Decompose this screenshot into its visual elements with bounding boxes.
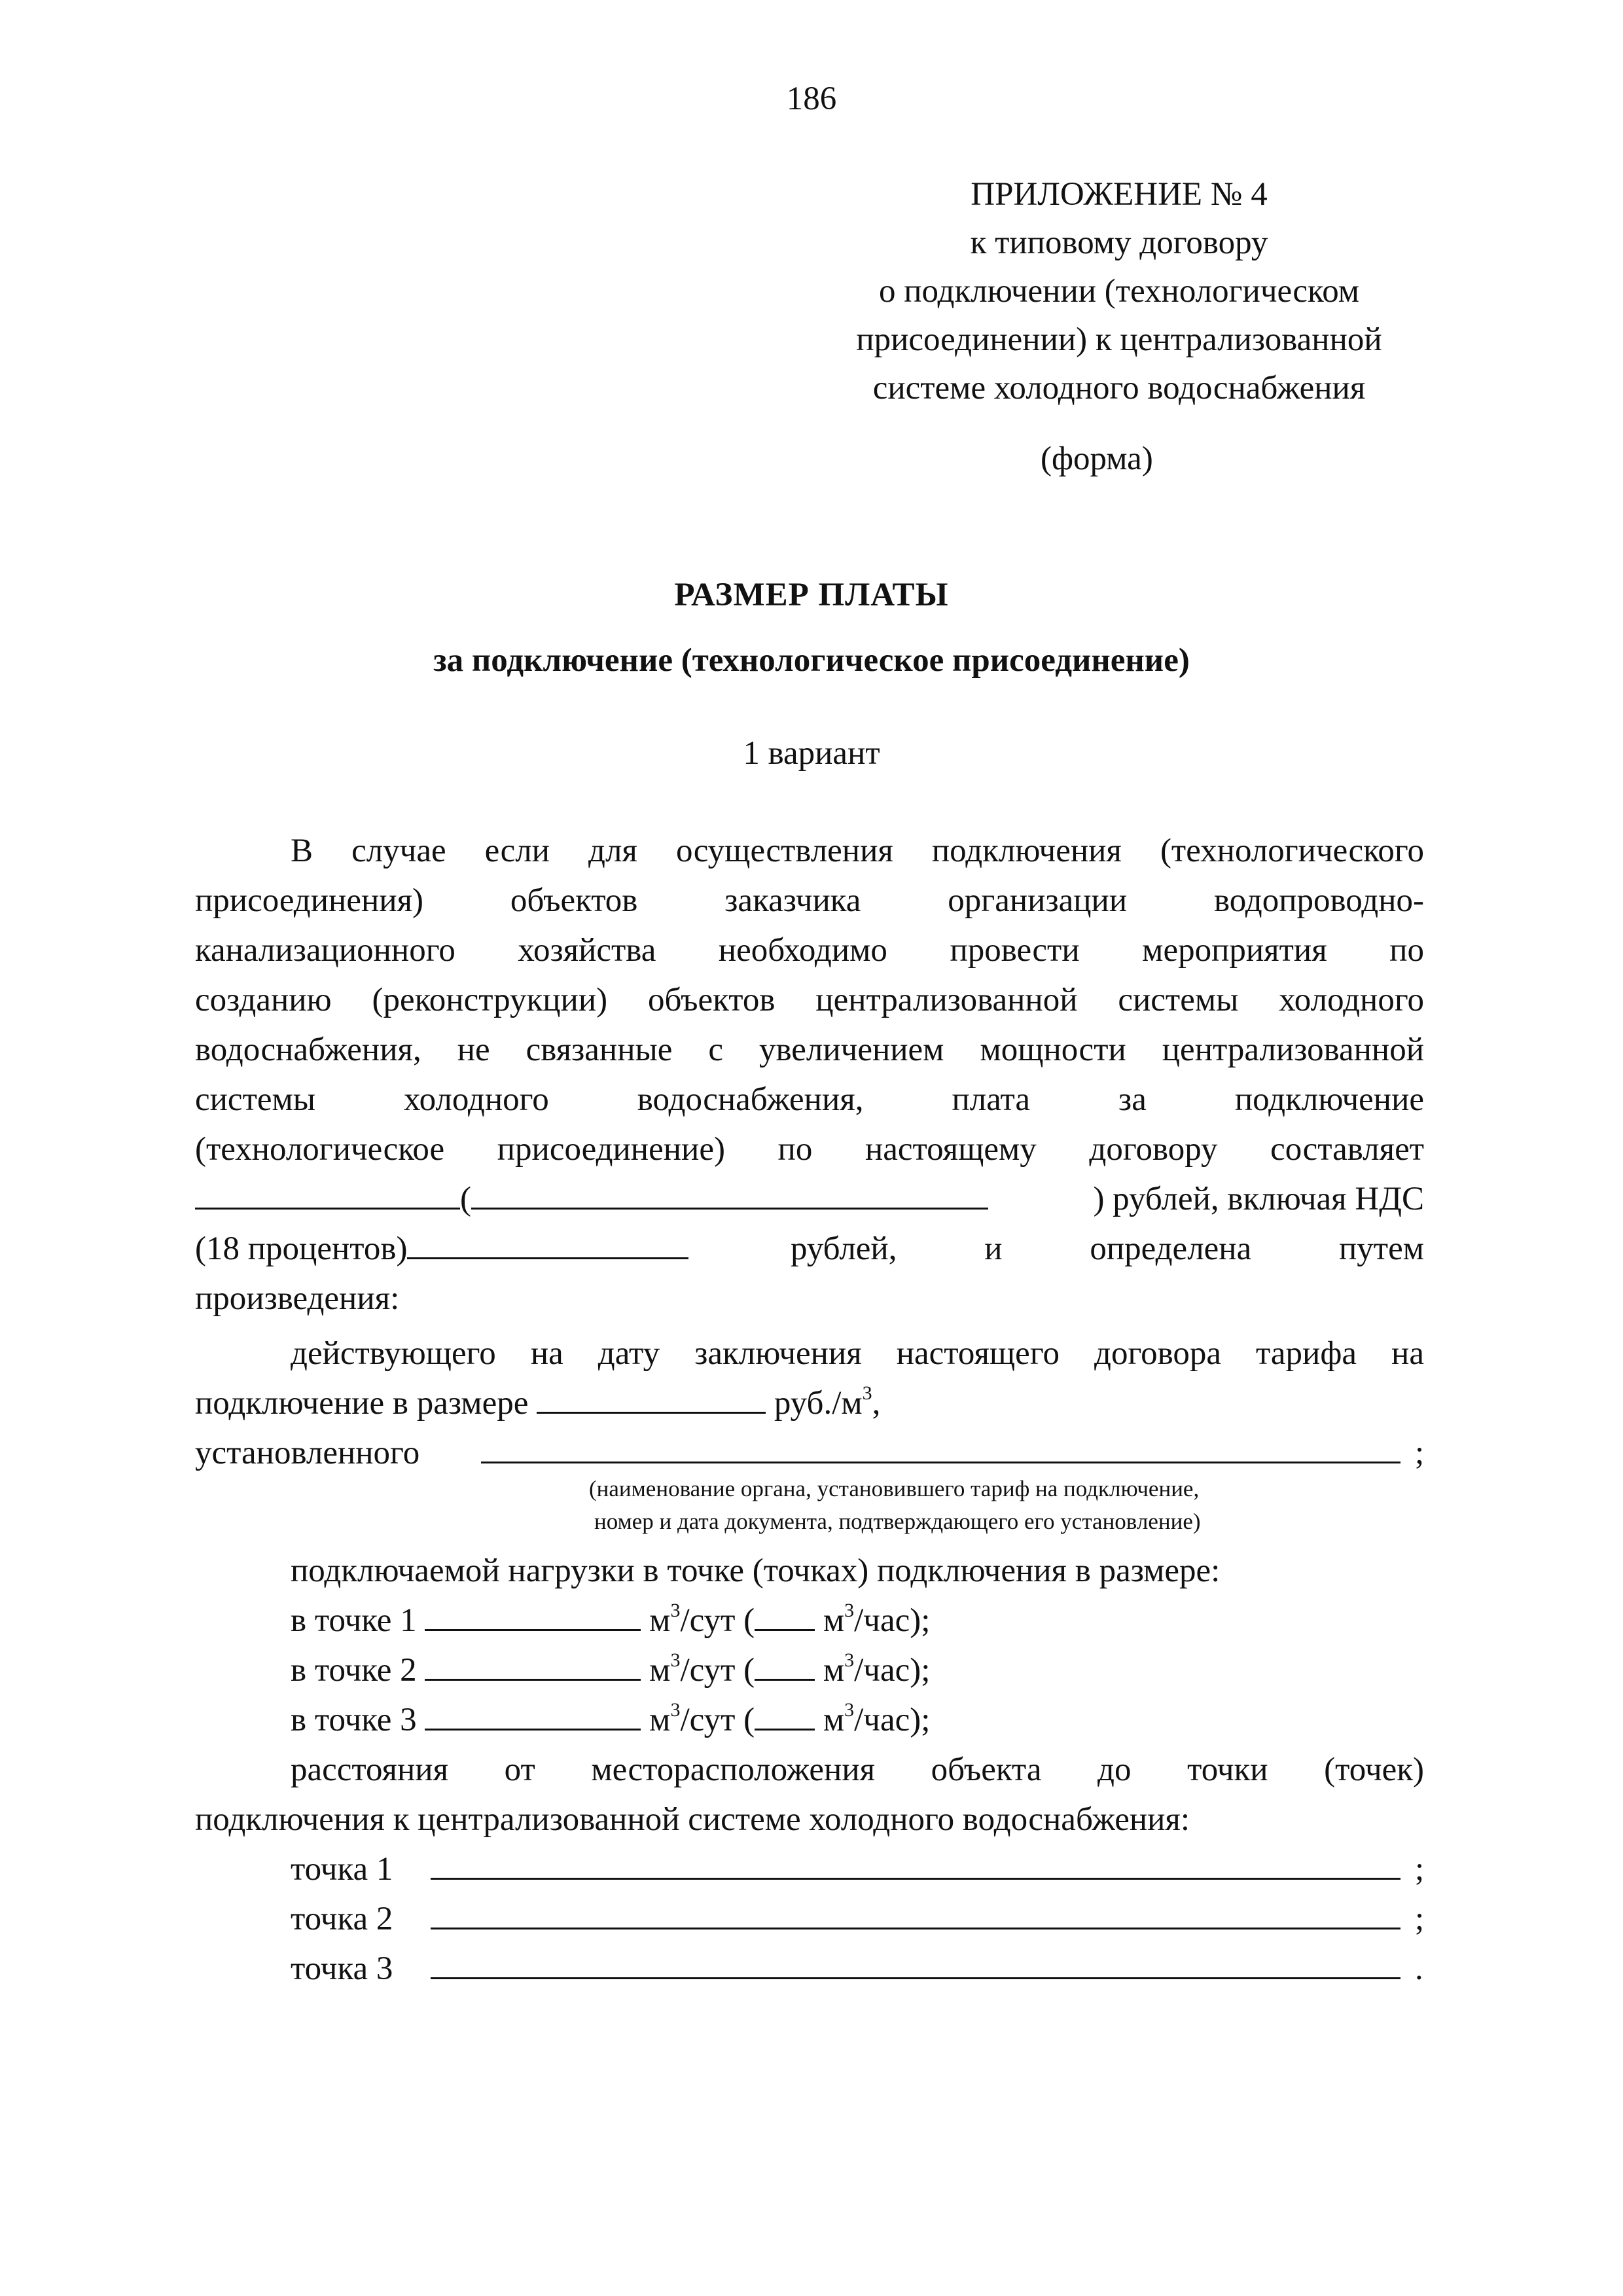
paragraph-line: водоснабжения, не связанные с увеличением мощности централизованной <box>195 1031 1424 1068</box>
document-subtitle: за подключение (технологическое присоединение) <box>433 642 1190 679</box>
appendix-line: к типовому договору <box>970 224 1268 261</box>
appendix-title: ПРИЛОЖЕНИЕ № 4 <box>971 176 1268 213</box>
load-point-row: в точке 1 $м^3$/сут ( $м^3/час$); <box>291 1600 931 1639</box>
paragraph-line: подключения к централизованной системе холодного водоснабжения: <box>195 1801 1190 1838</box>
paragraph-line: (технологическое присоединение) по настоящему договору составляет <box>195 1131 1424 1168</box>
load-point-row: в точке 2 $м^3$/сут ( $м^3/час$); <box>291 1649 931 1689</box>
load-hour-field[interactable] <box>755 1698 815 1731</box>
distance-point-label: точка 2 <box>291 1901 393 1937</box>
paragraph-line: созданию (реконструкции) объектов централизованной системы холодного <box>195 982 1424 1018</box>
distance-end: . <box>1415 1950 1423 1987</box>
variant-label: 1 вариант <box>743 735 880 772</box>
vat-line <box>195 1224 688 1274</box>
paragraph-line: расстояния от месторасположения объекта до точки (точек) <box>291 1751 1424 1788</box>
paragraph-line: В случае если для осуществления подключения (технологического <box>291 833 1424 869</box>
field-caption: (наименование органа, установившего тариф на подключение, <box>589 1476 1200 1501</box>
paragraph-line: канализационного хозяйства необходимо провести мероприятия по <box>195 932 1424 969</box>
paragraph-end: произведения: <box>195 1280 400 1317</box>
established-label: установленного <box>195 1435 420 1471</box>
established-end: ; <box>1415 1435 1425 1471</box>
paragraph-line: действующего на дату заключения настоящего договора тарифа на <box>291 1335 1424 1372</box>
vat-amount-field[interactable] <box>407 1227 688 1259</box>
amount-line <box>195 1174 988 1224</box>
form-label: (форма) <box>1041 440 1153 477</box>
load-day-field[interactable] <box>425 1698 641 1731</box>
distance-field-wrap <box>431 1944 1400 1994</box>
distance-field-wrap <box>431 1844 1400 1894</box>
document-title: РАЗМЕР ПЛАТЫ <box>674 577 949 613</box>
appendix-header <box>779 170 1459 412</box>
tariff-authority-field[interactable] <box>481 1431 1400 1463</box>
vat-label: (18 процентов) <box>195 1230 408 1267</box>
distance-end: ; <box>1415 1901 1425 1937</box>
tariff-label: подключение в размере <box>195 1385 529 1422</box>
load-heading: подключаемой нагрузки в точке (точках) подключения в размере: <box>291 1552 1221 1589</box>
appendix-line: системе холодного водоснабжения <box>872 370 1366 406</box>
vat-line-tail: рублей, и определена путем <box>791 1230 1424 1267</box>
appendix-line: присоединении) к централизованной <box>856 321 1382 358</box>
field-caption: номер и дата документа, подтверждающего его установление) <box>594 1509 1201 1534</box>
established-field-wrap <box>481 1428 1400 1478</box>
distance-point-label: точка 3 <box>291 1950 393 1987</box>
amount-line-tail: ) рублей, включая НДС <box>1093 1181 1424 1217</box>
load-hour-field[interactable] <box>755 1599 815 1631</box>
load-point-label: в точке 3 <box>291 1702 417 1738</box>
amount-number-field[interactable] <box>195 1177 460 1210</box>
load-day-field[interactable] <box>425 1599 641 1631</box>
amount-words-field[interactable] <box>471 1177 988 1210</box>
load-hour-field[interactable] <box>755 1649 815 1681</box>
paragraph-line: системы холодного водоснабжения, плата за подключение <box>195 1081 1424 1118</box>
distance-point-label: точка 1 <box>291 1851 393 1888</box>
tariff-amount-field[interactable] <box>537 1382 766 1414</box>
load-point-label: в точке 2 <box>291 1652 417 1689</box>
load-point-label: в точке 1 <box>291 1602 417 1639</box>
distance-end: ; <box>1415 1851 1425 1888</box>
distance-field-wrap <box>431 1894 1400 1944</box>
tariff-unit: руб./м <box>774 1385 863 1422</box>
tariff-line: подключение в размере $руб./м^3$, <box>195 1382 881 1422</box>
distance-field[interactable] <box>431 1897 1400 1929</box>
distance-field[interactable] <box>431 1947 1400 1979</box>
page-number: 186 <box>786 81 837 117</box>
load-day-field[interactable] <box>425 1649 641 1681</box>
distance-field[interactable] <box>431 1848 1400 1880</box>
paragraph-line: присоединения) объектов заказчика организации водопроводно- <box>195 882 1424 919</box>
appendix-line: о подключении (технологическом <box>878 273 1360 310</box>
superscript: 3 <box>862 1382 872 1404</box>
amount-open-paren: ( <box>460 1181 471 1217</box>
load-point-row: в точке 3 $м^3$/сут ( $м^3/час$); <box>291 1699 931 1738</box>
